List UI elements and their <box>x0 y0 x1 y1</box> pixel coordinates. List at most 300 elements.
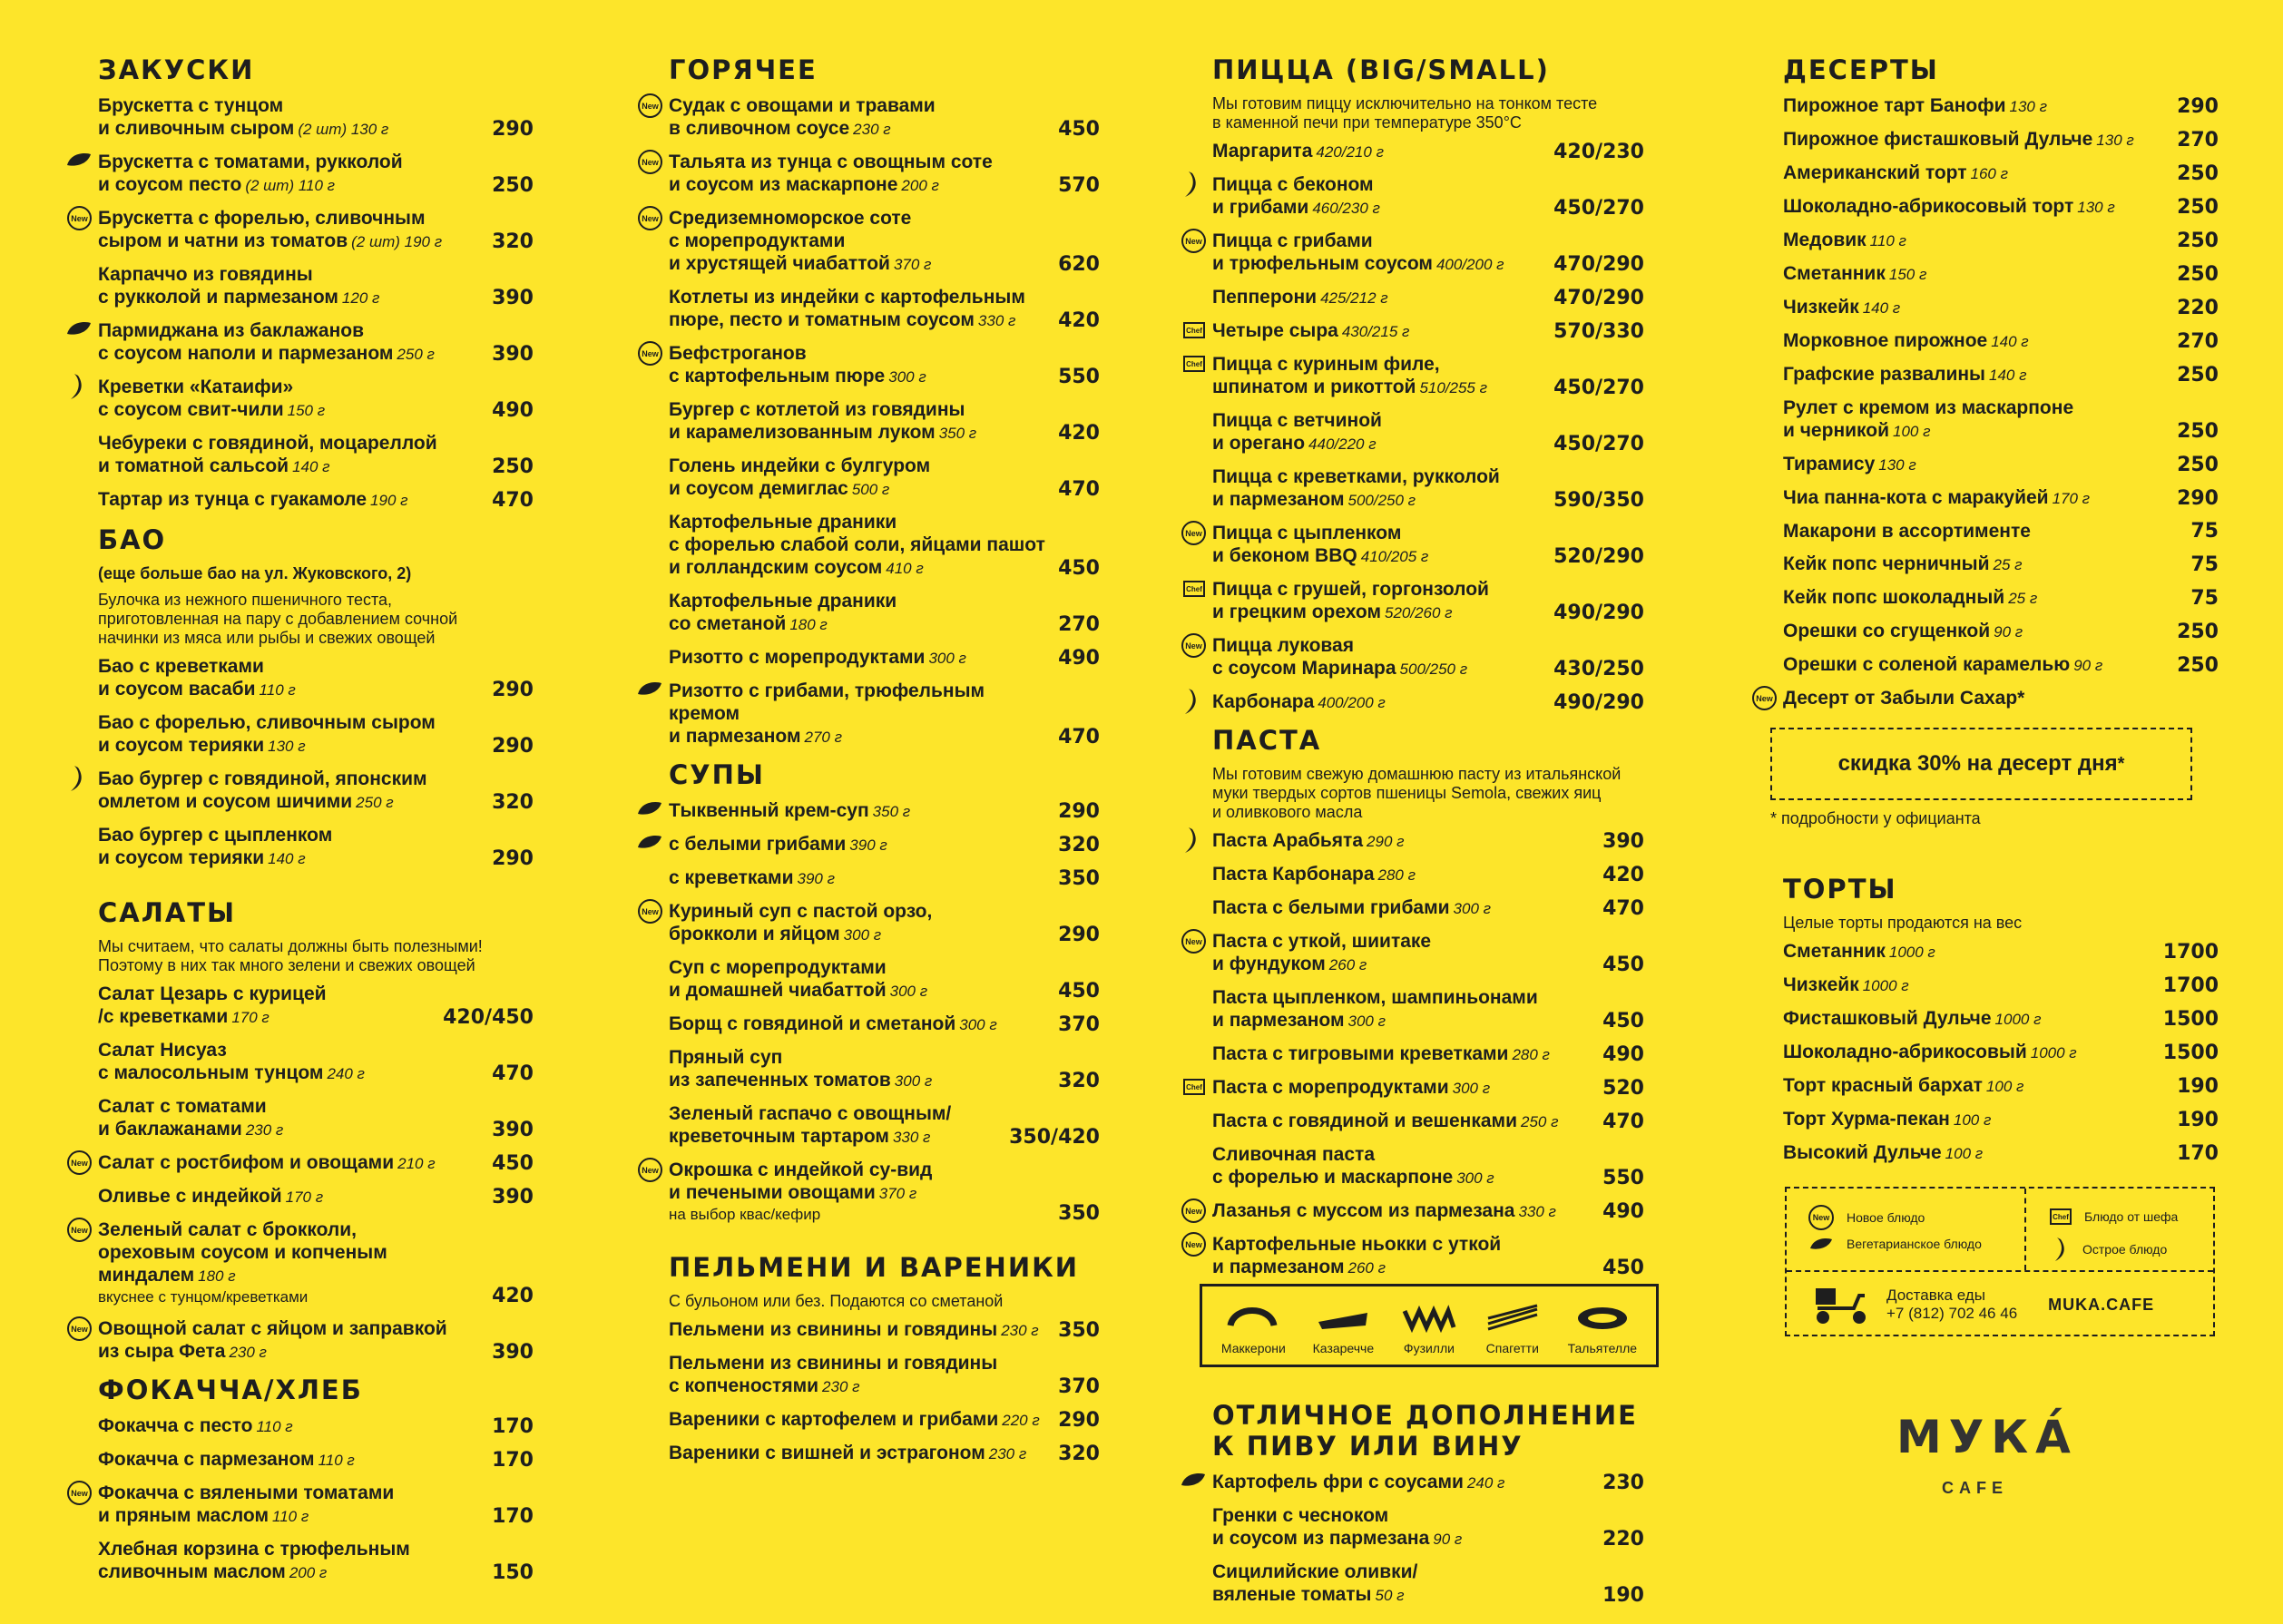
menu-item <box>98 1039 534 1085</box>
menu-item <box>669 1046 1100 1092</box>
item-title: Зеленый гаспачо с овощным/ креветочным тартаром <box>669 1103 952 1147</box>
item-price: 370 <box>1058 1375 1100 1398</box>
item-title: Паста с говядиной и вешенками <box>1212 1110 1517 1131</box>
item-name <box>1783 1141 1983 1165</box>
item-weight: 420/210 г <box>1316 143 1384 161</box>
item-name <box>1212 690 1386 714</box>
item-name <box>1212 319 1409 343</box>
item-title: Графские развалины <box>1783 364 1985 385</box>
pasta-shape-icon <box>1315 1302 1371 1335</box>
menu-item <box>1783 973 2219 997</box>
logo-sub: CAFE <box>1942 1479 2008 1497</box>
item-name <box>98 711 436 758</box>
item-price: 620 <box>1058 253 1100 276</box>
item-price: 370 <box>1058 1013 1100 1036</box>
new-badge-icon: New <box>638 150 662 174</box>
item-price: 320 <box>492 230 534 253</box>
pasta-shape-icon <box>1574 1302 1631 1335</box>
menu-item <box>71 1482 534 1528</box>
item-title: Пицца с беконом и грибами <box>1212 174 1374 218</box>
item-title: Кейк попс шоколадный <box>1783 587 2005 608</box>
new-badge-icon: New <box>638 206 662 230</box>
item-price: 250 <box>2177 364 2219 386</box>
item-price: 230 <box>1602 1472 1644 1494</box>
item-price: 450 <box>492 1152 534 1175</box>
item-price: 450/270 <box>1553 197 1644 220</box>
menu-item <box>1783 94 2219 118</box>
item-name <box>669 94 936 141</box>
menu-item <box>1212 409 1644 455</box>
item-weight: 180 г <box>198 1267 236 1285</box>
menu-item <box>1186 353 1644 399</box>
item-title: Борщ с говядиной и сметаной <box>669 1013 956 1034</box>
new-badge-icon: New <box>67 1218 92 1242</box>
item-title: Бао с форелью, сливочным сыром и соусом терияки <box>98 712 436 756</box>
item-name <box>669 799 910 823</box>
menu-item <box>1185 930 1644 976</box>
logo: МУКА́ <box>1896 1411 2078 1463</box>
item-name <box>1783 94 2047 118</box>
section-title: ПАСТА <box>1212 725 1322 756</box>
item-price: 270 <box>1058 613 1100 636</box>
item-price: 390 <box>492 343 534 366</box>
item-title: Салат с ростбифом и овощами <box>98 1152 395 1173</box>
legend-spicy-label: Острое блюдо <box>2082 1242 2168 1257</box>
item-weight: 390 г <box>849 836 887 854</box>
item-weight: 290 г <box>1367 833 1405 850</box>
item-price: 420/230 <box>1553 141 1644 163</box>
item-weight: 300 г <box>928 650 966 667</box>
menu-item <box>98 1185 534 1208</box>
promo-text: скидка 30% на десерт дня <box>1837 751 2118 776</box>
item-title: Куриный суп с пастой орзо, брокколи и яйцом <box>669 901 933 944</box>
menu-item <box>669 646 1100 670</box>
item-title: Бао бургер с говядиной, японским омлетом и соусом шичими <box>98 768 427 812</box>
item-price: 550 <box>1602 1167 1644 1189</box>
pasta-shape-icon <box>1225 1302 1281 1335</box>
item-price: 75 <box>2190 553 2219 576</box>
item-price: 390 <box>492 1341 534 1364</box>
menu-item <box>642 342 1100 388</box>
item-name <box>1212 863 1416 886</box>
item-weight: 520/260 г <box>1385 604 1453 621</box>
item-price: 250 <box>492 174 534 197</box>
item-name <box>1212 1110 1558 1133</box>
item-name <box>669 1046 932 1092</box>
pasta-shape <box>1484 1302 1541 1355</box>
menu-item <box>98 768 534 814</box>
item-name <box>98 1482 394 1528</box>
item-title: Вареники с вишней и эстрагоном <box>669 1443 985 1463</box>
item-weight: 160 г <box>1970 165 2008 182</box>
item-title: Пельмени из свинины и говядины с копченостями <box>669 1353 998 1396</box>
item-weight: 1000 г <box>1888 944 1935 961</box>
item-weight: 90 г <box>1433 1531 1463 1548</box>
menu-item <box>1212 1471 1644 1494</box>
item-price: 250 <box>2177 420 2219 443</box>
item-title: Паста с уткой, шиитаке и фундуком <box>1212 931 1432 974</box>
item-price: 270 <box>2177 129 2219 152</box>
item-price: 290 <box>2177 487 2219 510</box>
menu-item <box>642 1159 1100 1225</box>
item-weight: 210 г <box>397 1155 436 1172</box>
item-title: Картофельные ньокки с уткой и пармезаном <box>1212 1234 1502 1277</box>
item-weight: (2 шт) 190 г <box>351 233 443 250</box>
item-weight: 350 г <box>872 803 911 820</box>
item-name <box>1212 465 1500 512</box>
item-weight: (2 шт) 110 г <box>245 177 336 194</box>
item-weight: 110 г <box>318 1452 355 1469</box>
item-weight: 1000 г <box>1994 1011 2042 1028</box>
section-title: ТОРТЫ <box>1783 874 1897 905</box>
menu-item <box>1783 195 2219 219</box>
pasta-shape <box>1568 1302 1637 1355</box>
section-title: ФОКАЧЧА/ХЛЕБ <box>98 1375 363 1405</box>
item-title: Лазанья с муссом из пармезана <box>1212 1200 1515 1221</box>
item-weight: 1000 г <box>1862 977 1909 994</box>
item-title: Бефстроганов с картофельным пюре <box>669 343 886 386</box>
item-price: 470 <box>492 1062 534 1085</box>
item-name <box>669 866 835 890</box>
menu-item <box>669 398 1100 445</box>
item-weight: 100 г <box>1945 1145 1984 1162</box>
menu-item <box>1783 486 2219 510</box>
item-price: 390 <box>492 287 534 309</box>
item-weight: 500/250 г <box>1347 492 1416 509</box>
menu-item <box>669 1013 1100 1036</box>
item-title: Макарони в ассортименте <box>1783 521 2031 542</box>
menu-item <box>1212 829 1644 853</box>
item-weight: 370 г <box>878 1185 917 1202</box>
column-3 <box>1185 45 1644 1617</box>
item-price: 470 <box>1602 1110 1644 1133</box>
item-weight: 50 г <box>1375 1587 1405 1604</box>
item-title: с белыми грибами <box>669 834 847 855</box>
menu-item <box>1212 140 1644 163</box>
item-name <box>1212 1233 1501 1279</box>
promo-star: * <box>2117 753 2125 774</box>
item-weight: 425/212 г <box>1320 289 1388 307</box>
pasta-shape <box>1221 1302 1286 1355</box>
menu-item <box>1212 986 1644 1032</box>
item-title: Торт Хурма-пекан <box>1783 1109 1950 1130</box>
menu-item <box>1783 329 2219 353</box>
section-note: Целые торты продаются на вес <box>1783 914 2023 932</box>
menu-item <box>642 151 1100 197</box>
item-price: 170 <box>492 1449 534 1472</box>
chili-icon <box>1180 170 1207 191</box>
section-title: ПИЦЦА (BIG/SMALL) <box>1212 54 1550 85</box>
menu-item <box>71 1317 534 1364</box>
item-price: 350 <box>1058 1202 1100 1225</box>
menu-item <box>98 1095 534 1141</box>
item-title: Брускетта с тунцом и сливочным сыром <box>98 95 295 139</box>
item-price: 470 <box>1058 478 1100 501</box>
item-name <box>1212 986 1538 1032</box>
item-price: 1700 <box>2162 941 2219 964</box>
menu-item <box>669 799 1100 823</box>
item-price: 220 <box>2177 297 2219 319</box>
menu-item <box>98 1538 534 1584</box>
item-weight: 230 г <box>245 1121 284 1139</box>
site-link[interactable]: MUKA.CAFE <box>2048 1295 2155 1314</box>
item-weight: 170 г <box>285 1189 324 1206</box>
item-title: Морковное пирожное <box>1783 330 1988 351</box>
item-weight: 330 г <box>977 312 1016 329</box>
item-title: Пицца с грибами и трюфельным соусом <box>1212 230 1433 274</box>
item-name <box>669 1102 951 1149</box>
item-title: Котлеты из индейки с картофельным пюре, песто и томатным соусом <box>669 287 1025 330</box>
item-price: 320 <box>1058 1070 1100 1092</box>
item-weight: 110 г <box>1869 232 1906 249</box>
item-name <box>669 1408 1040 1432</box>
item-weight: 500/250 г <box>1399 660 1468 678</box>
item-weight: 300 г <box>888 368 926 386</box>
item-price: 450 <box>1058 980 1100 1003</box>
item-name <box>98 1317 447 1364</box>
pasta-shape <box>1401 1302 1457 1355</box>
menu-item <box>1783 128 2219 152</box>
item-name <box>1783 128 2134 152</box>
chef-badge-icon: Chef <box>1183 356 1205 372</box>
item-title: Сливочная паста с форелью и маскарпоне <box>1212 1144 1454 1188</box>
menu-item <box>669 1352 1100 1398</box>
item-title: Окрошка с индейкой су-вид и печеными овощами <box>669 1159 933 1203</box>
pasta-shape-icon <box>1484 1302 1541 1335</box>
new-badge-icon: New <box>1181 633 1206 658</box>
item-name <box>1212 1042 1550 1066</box>
item-price: 570 <box>1058 174 1100 197</box>
section-title: СУПЫ <box>669 759 765 790</box>
menu-item <box>1212 1504 1644 1551</box>
item-price: 190 <box>2177 1075 2219 1098</box>
item-name <box>669 1352 997 1398</box>
item-title: Хлебная корзина с трюфельным сливочным маслом <box>98 1539 410 1582</box>
item-price: 450 <box>1058 557 1100 580</box>
item-name <box>98 1414 293 1438</box>
item-weight: 260 г <box>1328 956 1367 973</box>
item-weight: 440/220 г <box>1308 435 1377 453</box>
item-title: Паста Арабьята <box>1212 830 1364 851</box>
item-name <box>1783 586 2037 610</box>
item-weight: 250 г <box>397 346 435 363</box>
item-title: Гренки с чесноком и соусом из пармезана <box>1212 1505 1430 1549</box>
item-weight: 130 г <box>1878 456 1916 474</box>
menu-item <box>1783 396 2219 443</box>
item-price: 520/290 <box>1553 545 1644 568</box>
item-price: 450/270 <box>1553 377 1644 399</box>
menu-item <box>1212 863 1644 886</box>
item-title: Фокачча с вялеными томатами и пряным маслом <box>98 1482 395 1526</box>
item-name <box>1212 896 1491 920</box>
item-weight: 100 г <box>1953 1111 1992 1129</box>
menu-item <box>1783 653 2219 677</box>
menu-item <box>1783 1141 2219 1165</box>
item-price: 290 <box>492 735 534 758</box>
item-title: Шоколадно-абрикосовый <box>1783 1042 2027 1062</box>
item-weight: 410 г <box>886 560 924 577</box>
item-title: Чизкейк <box>1783 974 1859 995</box>
item-weight: 300 г <box>889 983 928 1000</box>
delivery-phone[interactable]: +7 (812) 702 46 46 <box>1886 1305 2018 1322</box>
item-weight: 130 г <box>2077 199 2115 216</box>
new-badge-icon: New <box>67 206 92 230</box>
item-price: 390 <box>492 1186 534 1208</box>
item-title: Брускетта с томатами, рукколой и соусом песто <box>98 152 403 195</box>
menu-item <box>1186 319 1644 343</box>
item-price: 470/290 <box>1553 253 1644 276</box>
item-price: 1500 <box>2162 1008 2219 1031</box>
menu-item <box>98 319 534 366</box>
item-title: Высокий Дульче <box>1783 1142 1942 1163</box>
item-price: 450 <box>1602 1257 1644 1279</box>
item-weight: 100 г <box>1985 1078 2024 1095</box>
menu-item <box>71 207 534 253</box>
legend-chef-label: Блюдо от шефа <box>2084 1209 2179 1224</box>
item-price: 250 <box>2177 263 2219 286</box>
new-badge-icon: New <box>1181 521 1206 545</box>
item-name <box>98 488 408 512</box>
item-name <box>1783 195 2115 219</box>
section-note: Мы считаем, что салаты должны быть полезными! Поэтому в них так много зелени и свежих овощей <box>98 937 483 974</box>
item-name <box>1212 522 1428 568</box>
item-price: 420 <box>1058 309 1100 332</box>
item-price: 1500 <box>2162 1042 2219 1064</box>
menu-item <box>1783 940 2219 964</box>
leaf-icon <box>65 151 93 172</box>
item-name <box>98 1095 283 1141</box>
item-price: 490/290 <box>1553 602 1644 624</box>
menu-item <box>1212 1110 1644 1133</box>
item-name <box>98 1538 410 1584</box>
item-title: Пицца с ветчиной и орегано <box>1212 410 1382 454</box>
item-weight: 220 г <box>1002 1412 1040 1429</box>
item-name <box>1783 296 1900 319</box>
item-price: 290 <box>492 679 534 701</box>
chef-badge-icon: Chef <box>2050 1208 2072 1225</box>
menu-item <box>98 488 534 512</box>
leaf-icon <box>1180 1471 1207 1492</box>
item-name <box>1212 230 1504 276</box>
chef-badge-icon: Chef <box>1183 581 1205 597</box>
item-name <box>1783 229 1906 252</box>
item-title: Паста цыпленком, шампиньонами и пармезаном <box>1212 987 1538 1031</box>
item-name <box>1212 930 1431 976</box>
item-name <box>1783 262 1926 286</box>
item-price: 450 <box>1602 1010 1644 1032</box>
item-title: Тирамису <box>1783 454 1876 474</box>
item-name <box>1212 1560 1417 1607</box>
item-title: Карпаччо из говядины с рукколой и пармезаном <box>98 264 338 308</box>
item-weight: 390 г <box>797 870 835 887</box>
menu-item <box>1185 230 1644 276</box>
dessert-promo <box>1770 728 2192 800</box>
item-note: вкуснее с тунцом/креветками <box>98 1288 309 1306</box>
menu-item <box>98 711 534 758</box>
item-price: 250 <box>2177 621 2219 643</box>
item-weight: 370 г <box>893 256 932 273</box>
item-price: 570/330 <box>1553 320 1644 343</box>
item-name <box>669 900 932 946</box>
item-weight: 300 г <box>1453 900 1492 917</box>
item-weight: 100 г <box>1893 423 1931 440</box>
item-title: Чиа панна-кота с маракуйей <box>1783 487 2049 508</box>
item-weight: 120 г <box>341 289 380 307</box>
item-weight: 140 г <box>268 850 306 867</box>
item-price: 250 <box>2177 196 2219 219</box>
menu-item <box>669 590 1100 636</box>
menu-item <box>1783 363 2219 386</box>
new-badge-icon: New <box>638 1158 662 1182</box>
chili-icon <box>1180 826 1207 847</box>
item-title: Пармиджана из баклажанов с соусом наполи и пармезаном <box>98 320 394 364</box>
leaf-icon <box>1808 1236 1834 1252</box>
menu-item <box>1783 161 2219 185</box>
item-name <box>1212 1076 1490 1100</box>
item-weight: 270 г <box>804 729 842 746</box>
item-title: Десерт от Забыли Сахар* <box>1783 688 2025 709</box>
item-price: 270 <box>2177 330 2219 353</box>
item-name <box>1212 173 1380 220</box>
section-title: БАО <box>98 524 167 555</box>
item-price: 290 <box>1058 800 1100 823</box>
menu-item <box>1783 620 2219 643</box>
item-weight: 170 г <box>2052 490 2091 507</box>
item-price: 420 <box>492 1285 534 1307</box>
section-title: ЗАКУСКИ <box>98 54 255 85</box>
item-name <box>98 655 296 701</box>
item-price: 190 <box>2177 1109 2219 1131</box>
item-name <box>669 455 930 501</box>
item-price: 75 <box>2190 587 2219 610</box>
item-name <box>669 398 976 445</box>
section-title: САЛАТЫ <box>98 897 237 928</box>
new-badge-icon: New <box>1181 1232 1206 1257</box>
item-title: Пицца с креветками, рукколой и пармезаном <box>1212 466 1500 510</box>
item-title: Пицца с цыпленком и беконом BBQ <box>1212 523 1402 566</box>
item-weight: 200 г <box>289 1564 328 1581</box>
item-price: 290 <box>1058 1409 1100 1432</box>
menu-item <box>98 655 534 701</box>
item-name <box>98 983 327 1029</box>
item-title: Бургер с котлетой из говядины и карамелизованным луком <box>669 399 965 443</box>
item-price: 350/420 <box>1009 1126 1100 1149</box>
item-price: 470 <box>1602 897 1644 920</box>
new-badge-icon: New <box>67 1150 92 1175</box>
menu-item <box>1783 229 2219 252</box>
item-name <box>1212 634 1467 680</box>
item-title: Картофельные драники с форелью слабой соли, яйцами пашот и голландским соусом <box>669 512 1045 578</box>
item-price: 430/250 <box>1553 658 1644 680</box>
item-name <box>1783 687 2024 709</box>
menu-item <box>1212 173 1644 220</box>
new-badge-icon: New <box>638 341 662 366</box>
item-name <box>1212 1143 1494 1189</box>
chili-icon <box>2050 1236 2070 1263</box>
chef-badge-icon: Chef <box>1183 322 1205 338</box>
item-title: Паста с белыми грибами <box>1212 897 1450 918</box>
item-name <box>1783 1074 2023 1098</box>
item-price: 290 <box>2177 95 2219 118</box>
pasta-shapes-box <box>1200 1284 1659 1367</box>
menu-item <box>669 286 1100 332</box>
item-price: 490 <box>492 399 534 422</box>
item-title: Кейк попс черничный <box>1783 553 1990 574</box>
item-weight: 130 г <box>268 738 306 755</box>
item-price: 490/290 <box>1553 691 1644 714</box>
item-name <box>1212 829 1405 853</box>
item-weight: 240 г <box>327 1065 365 1082</box>
